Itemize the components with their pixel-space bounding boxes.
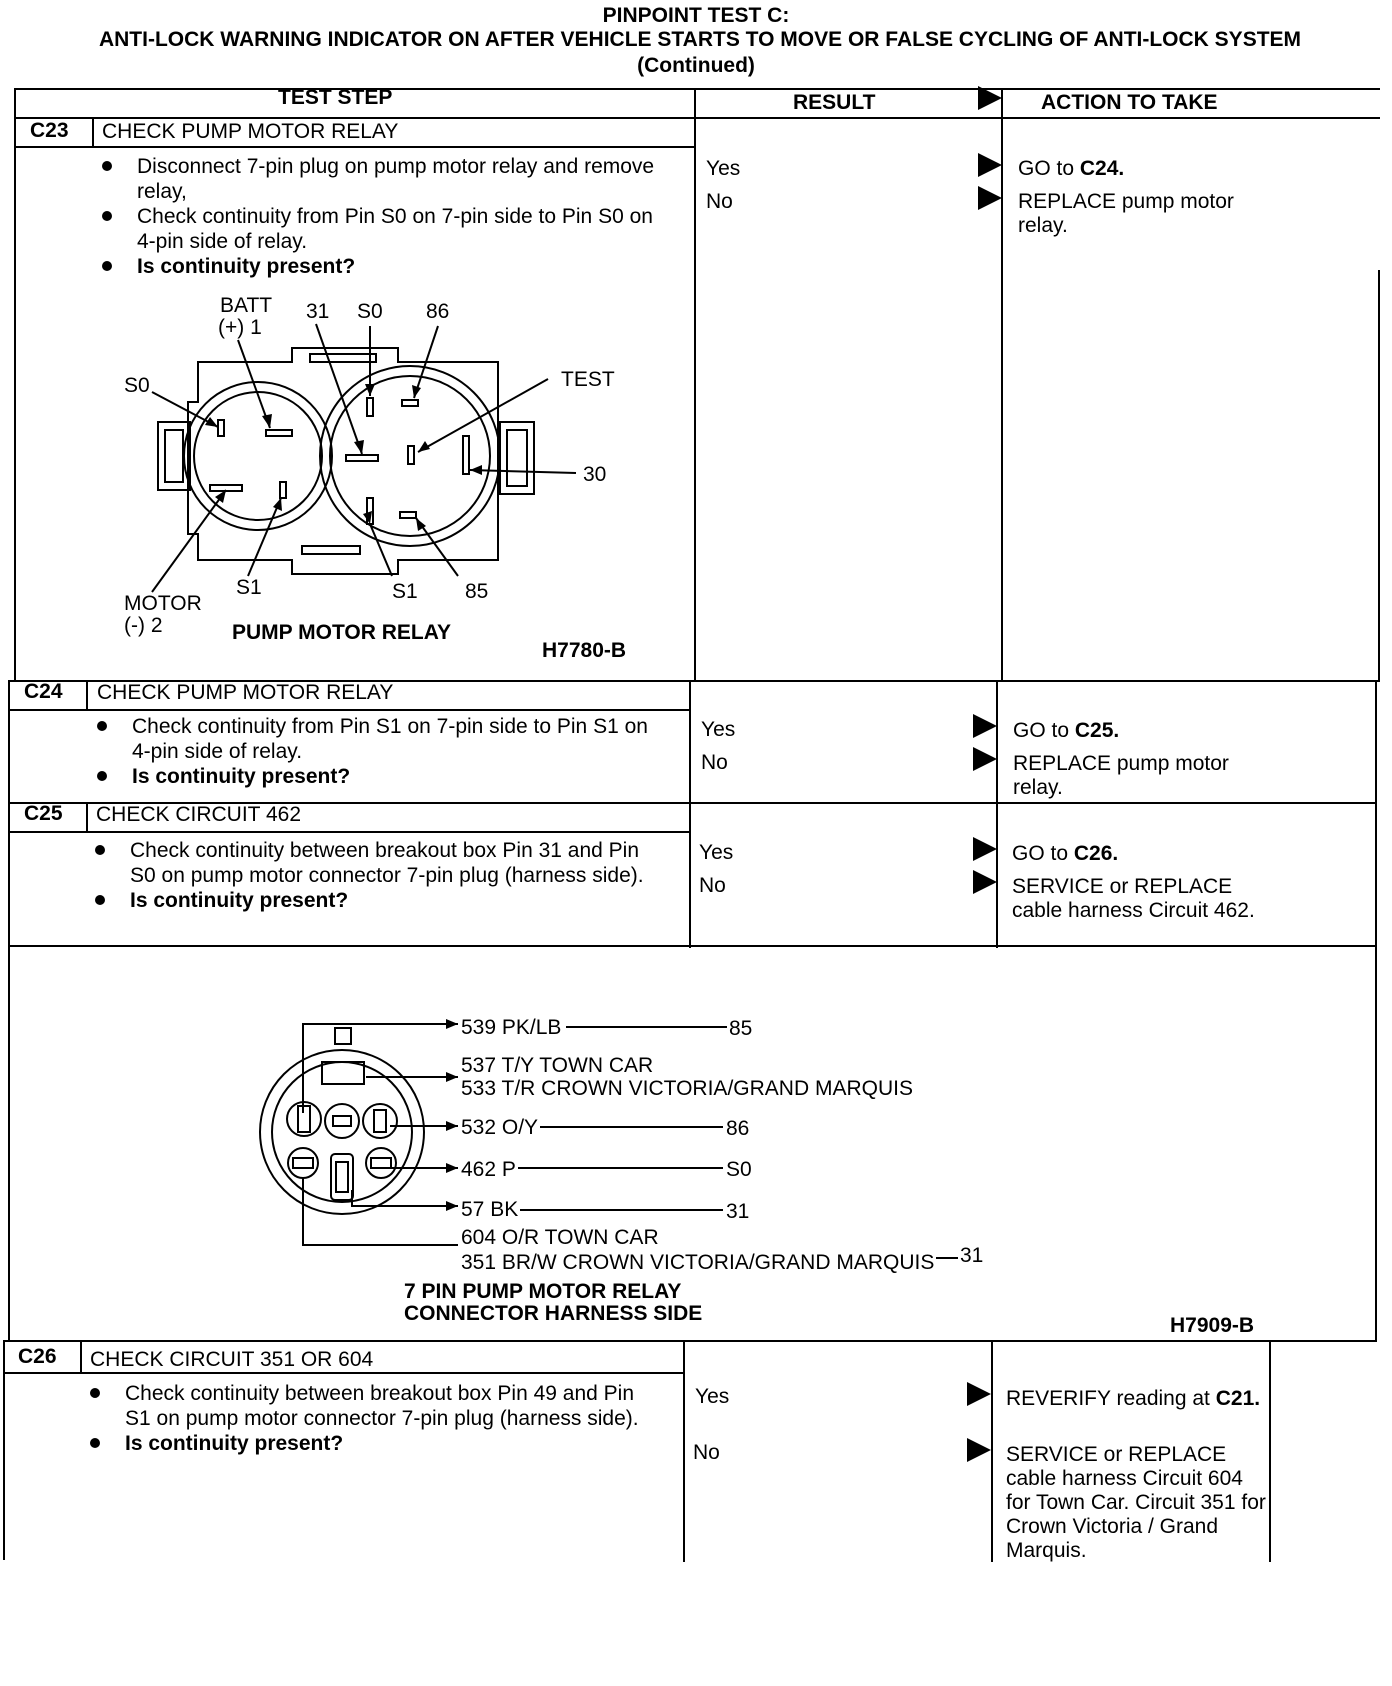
relay-caption: PUMP MOTOR RELAY [232, 621, 451, 644]
connector-body [260, 1050, 424, 1214]
c23-step-title: CHECK PUMP MOTOR RELAY [102, 120, 399, 143]
cavity-bottom-center [331, 1154, 353, 1200]
c23-action-yes-ref: C24. [1079, 157, 1125, 180]
wire-539-label: 539 PK/LB [461, 1016, 562, 1039]
c24-bullet-1: Check continuity from Pin S1 on 7-pin side to Pin S1 on 4-pin side of relay. [92, 714, 662, 764]
c25-action-yes-ref: C26. [1073, 842, 1119, 865]
c26-step-title: CHECK CIRCUIT 351 OR 604 [90, 1348, 374, 1371]
wire-351-pin: 31 [960, 1244, 984, 1267]
c25-action-no: SERVICE or REPLACE cable harness Circuit 462. [1012, 875, 1255, 922]
c23-bullet-3: Is continuity present? [97, 254, 667, 279]
c26-yes-arrow-icon [967, 1382, 991, 1406]
c23-step-id: C23 [30, 119, 69, 142]
column-header-result: RESULT [793, 91, 876, 114]
relay-label-test: TEST [561, 368, 615, 391]
c23-result-yes: Yes [706, 157, 741, 180]
c26-action-yes-ref: C21. [1215, 1387, 1261, 1410]
relay-label-s0-top: S0 [357, 300, 383, 323]
wire-57-label: 57 BK [461, 1198, 519, 1221]
c25-result-no: No [699, 874, 726, 897]
relay-label-86: 86 [426, 300, 450, 323]
relay-label-30: 30 [583, 463, 607, 486]
c23-action-yes-text: GO to [1018, 157, 1080, 180]
wire-351-label: 351 BR/W CROWN VICTORIA/GRAND MARQUIS [461, 1251, 935, 1274]
c24-action-no: REPLACE pump motor relay. [1013, 752, 1229, 799]
c25-step-title: CHECK CIRCUIT 462 [96, 803, 301, 826]
wire-532-label: 532 O/Y [461, 1116, 539, 1139]
c23-bullet-2: Check continuity from Pin S0 on 7-pin side to Pin S0 on 4-pin side of relay. [97, 204, 667, 254]
relay-label-motor: MOTOR [124, 592, 202, 615]
c26-action-yes-text: REVERIFY reading at [1006, 1387, 1216, 1410]
c26-step-id: C26 [18, 1345, 57, 1368]
c25-step-id: C25 [24, 802, 63, 825]
relay-label-s1-left: S1 [236, 576, 262, 599]
cavity-center [325, 1104, 359, 1138]
c26-no-arrow-icon [967, 1438, 991, 1462]
c25-bullet-2: Is continuity present? [90, 888, 664, 913]
connector-figure-code: H7909-B [1170, 1314, 1255, 1337]
c23-bullet-1: Disconnect 7-pin plug on pump motor relay and remove relay, [97, 154, 667, 204]
c23-result-no: No [706, 190, 733, 213]
connector-key-slot [322, 1062, 364, 1084]
c26-result-no: No [693, 1441, 720, 1464]
c24-bullet-2: Is continuity present? [92, 764, 662, 789]
c25-result-yes: Yes [699, 841, 734, 864]
wire-57-pin: 31 [726, 1200, 750, 1223]
c26-instructions [85, 1381, 663, 1456]
page-title: PINPOINT TEST C: [602, 4, 790, 27]
relay-label-motor-pin: (-) 2 [124, 614, 163, 637]
relay-figure-code: H7780-B [542, 639, 627, 662]
c26-action-no: SERVICE or REPLACE cable harness Circuit 604 for Town Car. Circuit 351 for Crown Victoria / Grand Marquis. [1006, 1443, 1266, 1562]
c26-action-yes [1006, 1387, 1266, 1411]
c23-action-no: REPLACE pump motor relay. [1018, 190, 1234, 237]
wire-539-pin: 85 [729, 1017, 753, 1040]
wire-462-label: 462 P [461, 1158, 516, 1181]
c25-bullet-1: Check continuity between breakout box Pin 31 and Pin S0 on pump motor connector 7-pin plug (harness side). [90, 838, 664, 888]
relay-label-s0-left: S0 [124, 374, 150, 397]
c26-bullet-2: Is continuity present? [85, 1431, 663, 1456]
wire-533-label: 533 T/R CROWN VICTORIA/GRAND MARQUIS [461, 1077, 913, 1100]
c24-step-title: CHECK PUMP MOTOR RELAY [97, 681, 394, 704]
page-continued: (Continued) [637, 54, 755, 77]
table-right-border-bottom [1269, 1340, 1271, 1562]
column-header-action: ACTION TO TAKE [1041, 91, 1218, 114]
c24-step-id: C24 [24, 680, 63, 703]
c26-title-divider [3, 1372, 685, 1374]
relay-label-batt-pin: (+) 1 [218, 316, 262, 339]
relay-label-85: 85 [465, 580, 489, 603]
wire-462-pin: S0 [726, 1158, 752, 1181]
relay-label-s1-right: S1 [392, 580, 418, 603]
wire-604-label: 604 O/R TOWN CAR [461, 1226, 659, 1249]
c26-action-divider [991, 1340, 993, 1562]
connector-key-tab [335, 1028, 351, 1044]
c26-id-divider [80, 1340, 82, 1373]
c26-bullet-1: Check continuity between breakout box Pin 49 and Pin S1 on pump motor connector 7-pin plug (harness side). [85, 1381, 663, 1431]
c24-action-yes-ref: C25. [1074, 719, 1120, 742]
c26-top-border [3, 1340, 1377, 1342]
column-header-test-step: TEST STEP [278, 86, 393, 109]
c26-result-divider [683, 1340, 685, 1562]
page-subtitle: ANTI-LOCK WARNING INDICATOR ON AFTER VEHICLE STARTS TO MOVE OR FALSE CYCLING OF ANTI-LOCK SYSTEM [98, 28, 1302, 51]
relay-label-batt: BATT [220, 294, 273, 317]
c24-result-yes: Yes [701, 718, 736, 741]
c26-result-yes: Yes [695, 1385, 730, 1408]
relay-label-31: 31 [306, 300, 330, 323]
wire-532-pin: 86 [726, 1117, 750, 1140]
connector-caption-1: 7 PIN PUMP MOTOR RELAY [404, 1280, 682, 1303]
wire-537-label: 537 T/Y TOWN CAR [461, 1054, 654, 1077]
c24-result-no: No [701, 751, 728, 774]
c25-action-yes-text: GO to [1012, 842, 1074, 865]
c24-action-yes-text: GO to [1013, 719, 1075, 742]
connector-caption-2: CONNECTOR HARNESS SIDE [404, 1302, 703, 1325]
